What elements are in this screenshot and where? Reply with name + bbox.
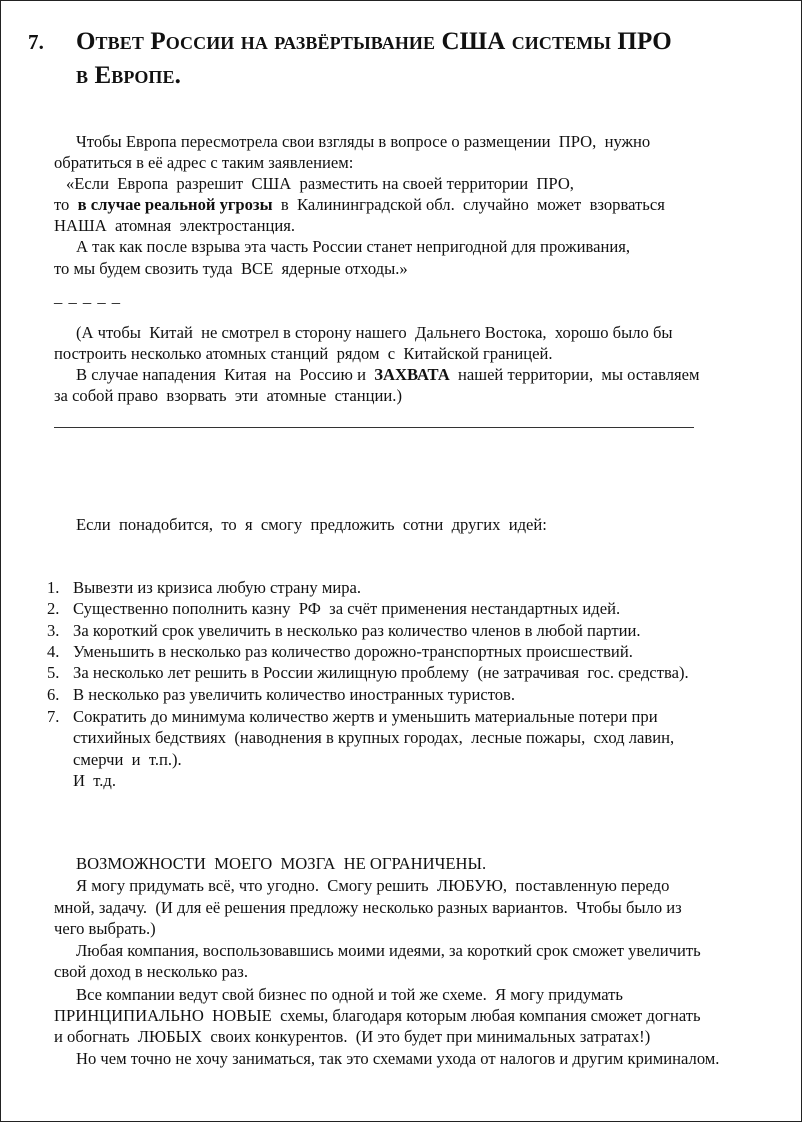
text-line: построить несколько атомных станций рядом с Китайской границей. xyxy=(54,344,553,363)
text-line: А так как после взрыва эта часть России станет непригодной для проживания, xyxy=(76,237,630,256)
text-line: Чтобы Европа пересмотрела свои взгляды в вопросе о размещении ПРО, нужно xyxy=(76,132,651,151)
list-item: 2. Существенно пополнить казну РФ за счёт применения нестандартных идей. xyxy=(47,599,621,618)
list-item: 3. За короткий срок увеличить в несколько раз количество членов в любой партии. xyxy=(47,621,641,640)
text-line: Я могу придумать всё, что угодно. Смогу решить ЛЮБУЮ, поставленную передо xyxy=(76,876,670,895)
bold-emphasis: в случае реальной угрозы xyxy=(77,195,273,214)
dash-separator: _ _ _ _ _ xyxy=(54,287,122,306)
text-line: Любая компания, воспользовавшись моими идеями, за короткий срок сможет увеличить xyxy=(76,941,701,960)
list-item: 6. В несколько раз увеличить количество иностранных туристов. xyxy=(47,685,516,704)
text-line: и обогнать ЛЮБЫХ своих конкурентов. (И это будет при минимальных затратах!) xyxy=(54,1027,651,1046)
list-item: 1. Вывезти из кризиса любую страну мира. xyxy=(47,578,362,597)
text-line: «Если Европа разрешит США разместить на своей территории ПРО, xyxy=(66,174,574,193)
heading-line-2: в Европе. xyxy=(76,62,181,89)
bold-emphasis: ЗАХВАТА xyxy=(374,365,450,384)
list-item-continuation: смерчи и т.п.). xyxy=(73,750,182,769)
section-number: 7. xyxy=(28,30,44,54)
list-item: 5. За несколько лет решить в России жилищную проблему (не затрачивая гос. средства). xyxy=(47,663,689,682)
section-heading xyxy=(28,25,798,92)
text-line: то в случае реальной угрозы в Калининградской обл. случайно может взорваться xyxy=(54,195,665,214)
text-line: чего выбрать.) xyxy=(54,919,156,938)
text-line: (А чтобы Китай не смотрел в сторону нашего Дальнего Востока, хорошо было бы xyxy=(76,323,673,342)
text-line: Все компании ведут свой бизнес по одной и той же схеме. Я могу придумать xyxy=(76,985,624,1004)
list-item: 4. Уменьшить в несколько раз количество дорожно-транспортных происшествий. xyxy=(47,642,633,661)
text-line: Но чем точно не хочу заниматься, так это схемами ухода от налогов и другим криминалом. xyxy=(76,1049,720,1068)
list-item: 7. Сократить до минимума количество жертв и уменьшить материальные потери при xyxy=(47,707,658,726)
ideas-intro: Если понадобится, то я смогу предложить сотни других идей: xyxy=(76,515,547,534)
text-line: ПРИНЦИПИАЛЬНО НОВЫЕ схемы, благодаря которым любая компания сможет догнать xyxy=(54,1006,701,1025)
list-etc: И т.д. xyxy=(73,771,117,790)
text-line: за собой право взорвать эти атомные станции.) xyxy=(54,386,402,405)
capabilities-heading: ВОЗМОЖНОСТИ МОЕГО МОЗГА НЕ ОГРАНИЧЕНЫ. xyxy=(76,854,487,873)
horizontal-rule xyxy=(54,427,694,428)
list-item-continuation: стихийных бедствиях (наводнения в крупных городах, лесные пожары, сход лавин, xyxy=(73,728,675,747)
heading-line-1: Ответ России на развёртывание США системы ПРО xyxy=(76,28,672,55)
text-line: обратиться в её адрес с таким заявлением: xyxy=(54,153,354,172)
text-line: В случае нападения Китая на Россию и ЗАХВАТА нашей территории, мы оставляем xyxy=(76,365,700,384)
text-line: НАША атомная электростанция. xyxy=(54,216,295,235)
text-line: мной, задачу. (И для её решения предложу несколько разных вариантов. Чтобы было из xyxy=(54,898,682,917)
text-line: свой доход в несколько раз. xyxy=(54,962,248,981)
text-line: то мы будем свозить туда ВСЕ ядерные отходы.» xyxy=(54,259,408,278)
